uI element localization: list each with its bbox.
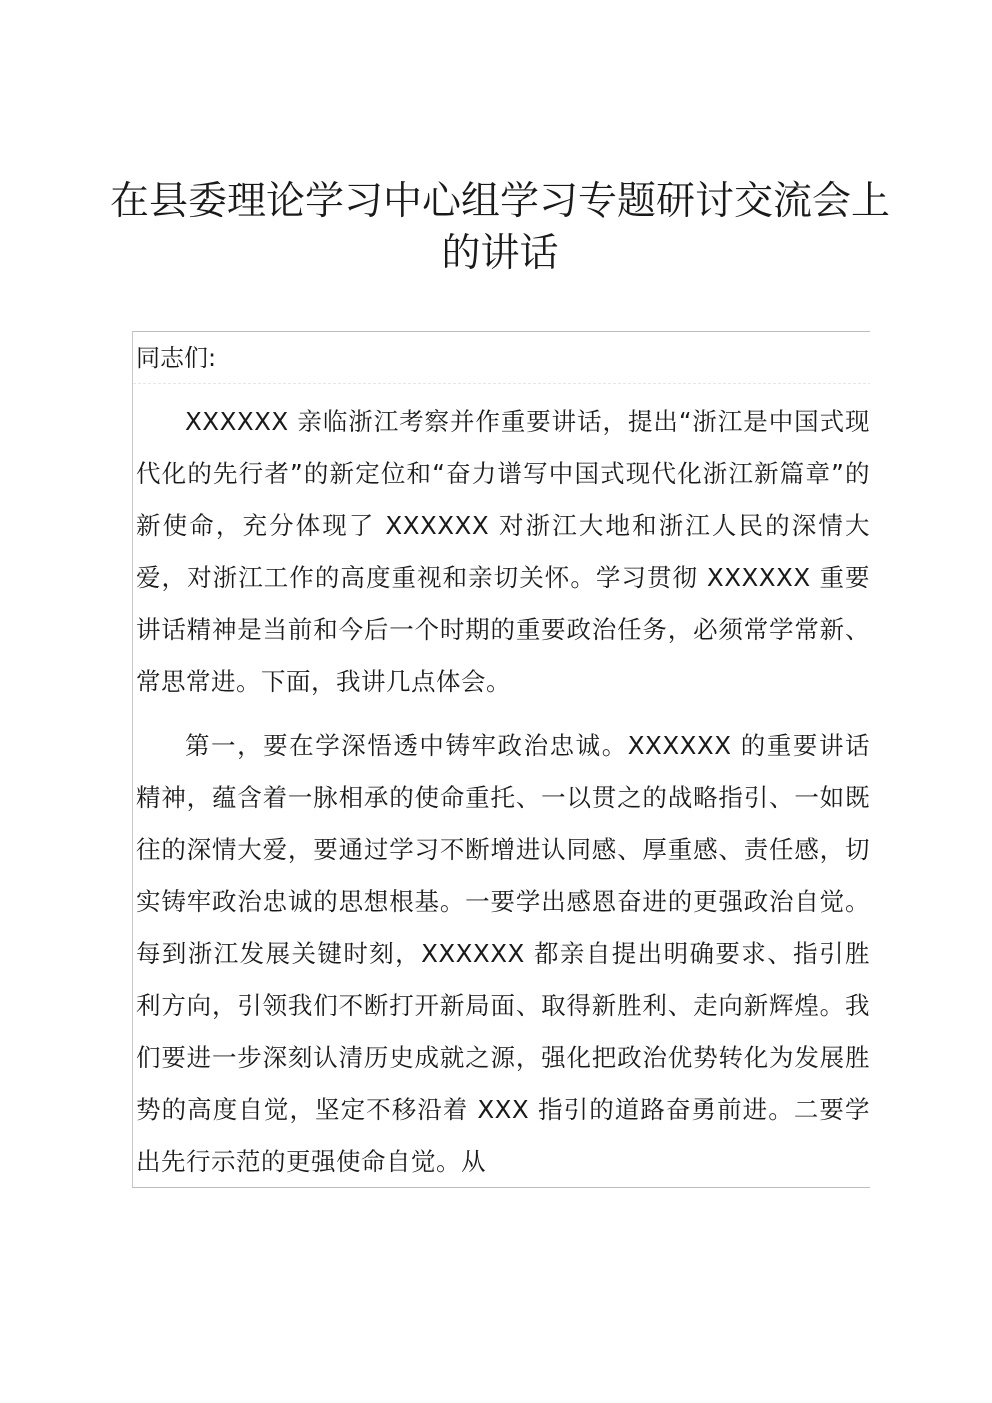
salutation: 同志们: — [136, 344, 217, 372]
text-frame — [132, 331, 870, 1188]
frame-divider — [133, 383, 870, 384]
paragraph-1: XXXXXX 亲临浙江考察并作重要讲话，提出“浙江是中国式现代化的先行者”的新定位和“奋力谱写中国式现代化浙江新篇章”的新使命，充分体现了 XXXXXX 对浙江大地和浙江人民的深情大爱，对浙江工作的高度重视和亲切关怀。学习贯彻 XXXXXX 重要讲话精神是当前和今后一个时期的重要政治任务，必须常学常新、常思常进。下面，我讲几点体会。 — [136, 407, 870, 696]
paragraph-2: 第一，要在学深悟透中铸牢政治忠诚。XXXXXX 的重要讲话精神，蕴含着一脉相承的使命重托、一以贯之的战略指引、一如既往的深情大爱，要通过学习不断增进认同感、厚重感、责任感，切实铸牢政治忠诚的思想根基。一要学出感恩奋进的更强政治自觉。每到浙江发展关键时刻，XXXXXX 都亲自提出明确要求、指引胜利方向，引领我们不断打开新局面、取得新胜利、走向新辉煌。我们要进一步深刻认清历史成就之源，强化把政治优势转化为发展胜势的高度自觉，坚定不移沿着 XXX 指引的道路奋勇前进。二要学出先行示范的更强使命自觉。从 — [136, 731, 870, 1176]
page-title: 在县委理论学习中心组学习专题研讨交流会上的讲话 — [109, 179, 890, 276]
